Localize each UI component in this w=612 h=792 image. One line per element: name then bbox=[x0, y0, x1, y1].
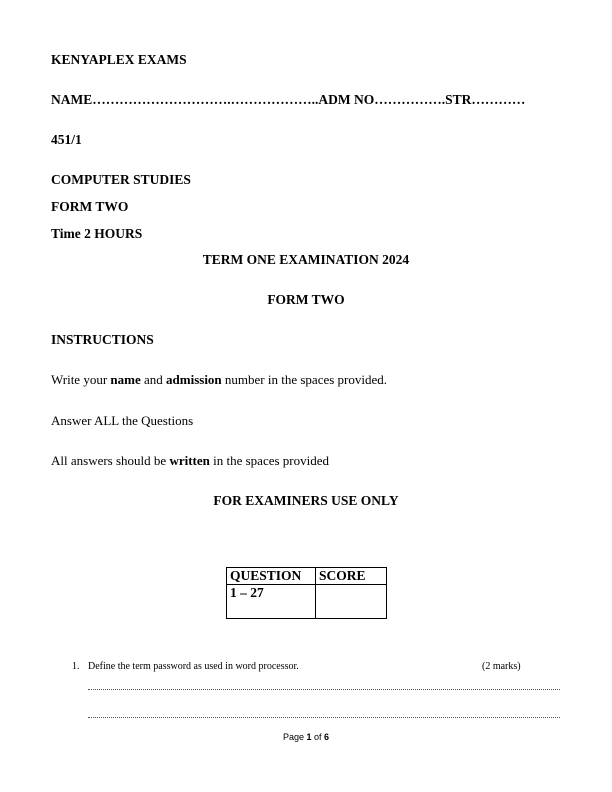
exam-title: TERM ONE EXAMINATION 2024 bbox=[202, 252, 410, 267]
instructions-heading: INSTRUCTIONS bbox=[51, 332, 154, 347]
exam-board-title: KENYAPLEX EXAMS bbox=[51, 52, 187, 67]
question-1-number: 1. bbox=[72, 661, 80, 672]
paper-code: 451/1 bbox=[51, 132, 82, 147]
form-center-heading: FORM TWO bbox=[267, 292, 345, 307]
col-question-header: QUESTION bbox=[227, 568, 316, 585]
answer-line-2[interactable] bbox=[88, 717, 560, 718]
instruction-1-post: number in the spaces provided. bbox=[221, 372, 388, 387]
instruction-1-pre: Write your bbox=[51, 372, 111, 387]
instruction-1 bbox=[51, 372, 387, 388]
instruction-2: Answer ALL the Questions bbox=[51, 413, 194, 428]
score-table bbox=[226, 567, 387, 619]
footer-of-word: of bbox=[311, 732, 325, 742]
subject-title: COMPUTER STUDIES bbox=[51, 172, 191, 187]
question-1-text: Define the term password as used in word processor. bbox=[88, 661, 299, 672]
instruction-1-admission: admission bbox=[166, 372, 222, 387]
answer-line-1[interactable] bbox=[88, 689, 560, 690]
examiners-heading: FOR EXAMINERS USE ONLY bbox=[213, 493, 399, 508]
instruction-3 bbox=[51, 453, 329, 469]
score-table-header-row bbox=[227, 568, 387, 585]
footer-page-word: Page bbox=[282, 732, 307, 742]
time-allowed: Time 2 HOURS bbox=[51, 226, 143, 241]
instruction-3-pre: All answers should be bbox=[51, 453, 170, 468]
footer-total-pages: 6 bbox=[324, 732, 330, 742]
instruction-1-mid: and bbox=[140, 372, 167, 387]
name-adm-str-line: NAME………………………….………………..ADM NO…………….STR………… bbox=[51, 92, 526, 107]
instruction-3-post: in the spaces provided bbox=[209, 453, 330, 468]
question-1-marks: (2 marks) bbox=[482, 661, 521, 672]
form-label: FORM TWO bbox=[51, 199, 129, 214]
score-cell bbox=[316, 585, 387, 619]
col-score-header: SCORE bbox=[316, 568, 387, 585]
page-footer bbox=[0, 732, 612, 742]
question-range-cell: 1 – 27 bbox=[227, 585, 316, 619]
instruction-1-name: name bbox=[110, 372, 141, 387]
footer-current-page: 1 bbox=[306, 732, 312, 742]
instruction-3-written: written bbox=[169, 453, 210, 468]
score-table-row bbox=[227, 585, 387, 619]
